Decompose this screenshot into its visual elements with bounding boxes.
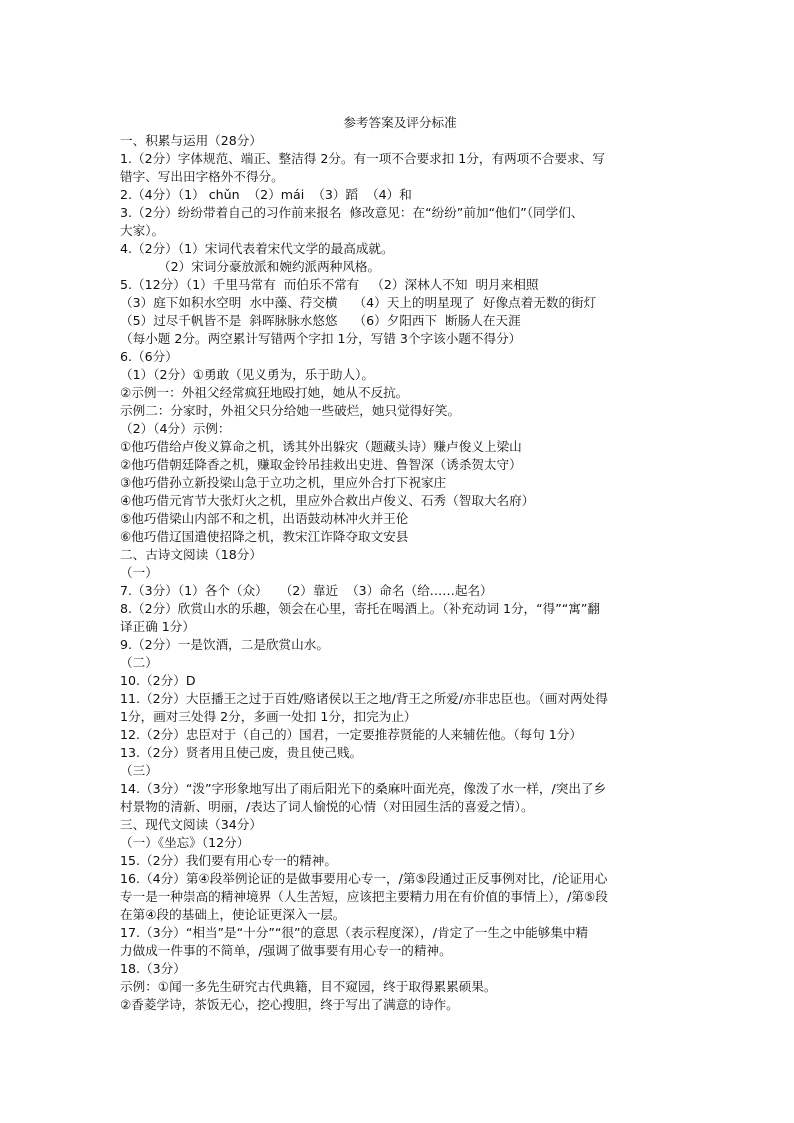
answer-line: ①他巧借给卢俊义算命之机，诱其外出躲灾（题藏头诗）赚卢俊义上梁山 [120, 439, 522, 454]
answer-line: ⑥他巧借辽国遣使招降之机，教宋江诈降夺取文安县 [120, 529, 409, 544]
answer-line: 一、积累与运用（28分） [120, 133, 262, 148]
answer-line: 14.（3分）“泼”字形象地写出了雨后阳光下的桑麻叶面光亮，像泼了水一样，/突出了乡 [120, 781, 607, 796]
answer-line: 专一是一种崇高的精神境界（人生苦短，应该把主要精力用在有价值的事情上），/第⑤段 [120, 889, 608, 904]
answer-line: （2）宋词分豪放派和婉约派两种风格。 [158, 259, 381, 274]
document-body [120, 132, 680, 1014]
answer-line: ⑤他巧借梁山内部不和之机，出语鼓动林冲火并王伦 [120, 511, 409, 526]
answer-line: 9.（2分）一是饮酒，二是欣赏山水。 [120, 637, 329, 652]
answer-line: 示例：①闻一多先生研究古代典籍，目不窥园，终于取得累累硕果。 [120, 979, 497, 994]
answer-line: ②他巧借朝廷降香之机，赚取金铃吊挂救出史进、鲁智深（诱杀贺太守） [120, 457, 522, 472]
answer-line: （3）庭下如积水空明 水中藻、荇交横 （4）天上的明星现了 好像点着无数的街灯 [120, 295, 597, 310]
answer-line: 1.（2分）字体规范、端正、整洁得 2分。有一项不合要求扣 1分，有两项不合要求、写 [120, 151, 605, 166]
answer-line: 村景物的清新、明丽，/表达了词人愉悦的心情（对田园生活的喜爱之情）。 [120, 799, 534, 814]
answer-line: （一） [120, 565, 158, 580]
answer-line: ②示例一：外祖父经常疯狂地殴打她，她从不反抗。 [120, 385, 409, 400]
answer-line: 12.（2分）忠臣对于（自己的）国君，一定要推荐贤能的人来辅佐他。（每句 1分） [120, 727, 582, 742]
answer-line: （2）（4分）示例： [120, 421, 231, 436]
answer-line: （一）《坐忘》（12分） [120, 835, 250, 850]
answer-line: 8.（2分）欣赏山水的乐趣，领会在心里，寄托在喝酒上。（补充动词 1分，“得”“寓”翻 [120, 601, 601, 616]
answer-line: ②香菱学诗，茶饭无心，挖心搜胆，终于写出了满意的诗作。 [120, 997, 459, 1012]
answer-line: 13.（2分）贤者用且使己废，贵且使己贱。 [120, 745, 363, 760]
answer-line: 错字、写出田字格外不得分。 [120, 169, 284, 184]
answer-line: 二、古诗文阅读（18分） [120, 547, 262, 562]
document-title: 参考答案及评分标准 [343, 115, 457, 130]
answer-line: 18.（3分） [120, 961, 186, 976]
answer-line: 2.（4分）（1） chǔn （2）mái （3）蹈 （4）和 [120, 187, 412, 202]
answer-line: 力做成一件事的不简单，/强调了做事要有用心专一的精神。 [120, 943, 452, 958]
answer-key-document [120, 114, 680, 1014]
answer-line: 3.（2分）纷纷带着自己的习作前来报名 修改意见：在“纷纷”前加“他们”（同学们、 [120, 205, 584, 220]
answer-line: 10.（2分）D [120, 673, 196, 688]
answer-line: 5.（12分）（1）千里马常有 而伯乐不常有 （2）深林人不知 明月来相照 [120, 277, 539, 292]
answer-line: 11.（2分）大臣播王之过于百姓/赂诸侯以王之地/背王之所爱/亦非忠臣也。（画对两处得 [120, 691, 608, 706]
answer-line: 15.（2分）我们要有用心专一的精神。 [120, 853, 337, 868]
answer-line: （二） [120, 655, 158, 670]
answer-line: 三、现代文阅读（34分） [120, 817, 262, 832]
answer-line: 在第④段的基础上，使论证更深入一层。 [120, 907, 346, 922]
answer-line: （1）（2分）①勇敢（见义勇为，乐于助人）。 [120, 367, 374, 382]
answer-line: 17.（3分）“相当”是“十分”“很”的意思（表示程度深），/肯定了一生之中能够集中精 [120, 925, 589, 940]
answer-line: ③他巧借孙立新投梁山急于立功之机，里应外合打下祝家庄 [120, 475, 447, 490]
answer-line: 译正确 1分） [120, 619, 195, 634]
answer-line: （三） [120, 763, 158, 778]
answer-line: ④他巧借元宵节大张灯火之机，里应外合救出卢俊义、石秀（智取大名府） [120, 493, 535, 508]
answer-line: 4.（2分）（1）宋词代表着宋代文学的最高成就。 [120, 241, 394, 256]
answer-line: 大家）。 [120, 223, 165, 238]
answer-line: 示例二：分家时，外祖父只分给她一些破烂，她只觉得好笑。 [120, 403, 461, 418]
answer-line: 6.（6分） [120, 349, 178, 364]
answer-line: 16.（4分）第④段举例论证的是做事要用心专一，/第⑤段通过正反事例对比，/论证用心 [120, 871, 608, 886]
answer-line: 7.（3分）（1）各个（众） （2）靠近 （3）命名（给……起名） [120, 583, 493, 598]
answer-line: 1分，画对三处得 2分，多画一处扣 1分，扣完为止） [120, 709, 417, 724]
answer-line: （5）过尽千帆皆不是 斜晖脉脉水悠悠 （6）夕阳西下 断肠人在天涯 [120, 313, 521, 328]
answer-line: （每小题 2分。两空累计写错两个字扣 1分，写错 3个字该小题不得分） [120, 331, 522, 346]
